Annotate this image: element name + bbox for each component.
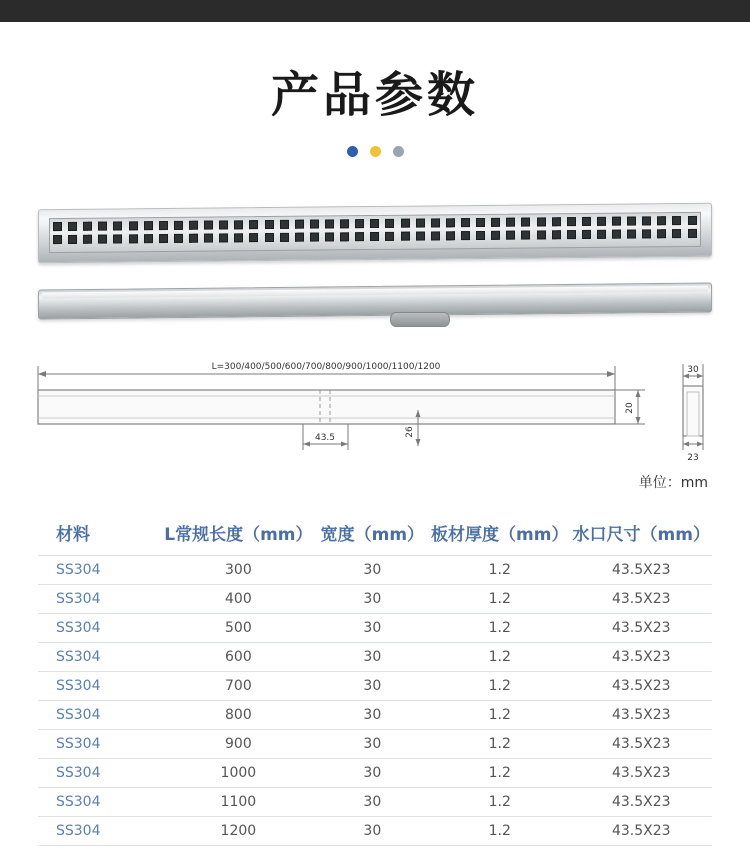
- grate-slot-row: [53, 216, 697, 231]
- cell-material: SS304: [38, 759, 161, 788]
- grate-slot: [325, 232, 334, 241]
- grate-slot: [416, 219, 425, 228]
- grate-slot: [672, 216, 681, 225]
- cell-length: 500: [161, 614, 316, 643]
- grate-slot: [189, 221, 198, 230]
- cell-length: 900: [161, 730, 316, 759]
- grate-slot: [98, 222, 107, 231]
- dimension-20-label: 20: [625, 402, 635, 414]
- grate-slot: [552, 217, 561, 226]
- dimension-length-label: L=300/400/500/600/700/800/900/1000/1100/1200: [211, 362, 441, 372]
- cell-length: 300: [161, 556, 316, 585]
- grate-slot: [204, 234, 213, 243]
- grate-slot: [476, 218, 485, 227]
- cell-material: SS304: [38, 788, 161, 817]
- table-row: [38, 701, 712, 730]
- grate-slot: [355, 232, 364, 241]
- grate-slot: [159, 221, 168, 230]
- grate-slot: [446, 231, 455, 240]
- grate-slot: [159, 234, 168, 243]
- grate-slot-panel: [49, 212, 701, 253]
- cell-length: 400: [161, 585, 316, 614]
- grate-slot: [280, 220, 289, 229]
- cell-thickness: 1.2: [429, 614, 571, 643]
- grate-slot: [370, 232, 379, 241]
- parameters-table-wrapper: [38, 514, 712, 846]
- table-row: [38, 788, 712, 817]
- cell-length: 1000: [161, 759, 316, 788]
- table-row: [38, 730, 712, 759]
- grate-slot: [144, 221, 153, 230]
- grate-slot: [340, 219, 349, 228]
- cell-thickness: 1.2: [429, 585, 571, 614]
- cell-thickness: 1.2: [429, 556, 571, 585]
- page-title: 产品参数: [270, 67, 479, 123]
- grate-slot: [642, 216, 651, 225]
- cell-width: 30: [316, 672, 429, 701]
- grate-slot: [174, 221, 183, 230]
- grate-slot: [567, 230, 576, 239]
- grate-slot: [446, 218, 455, 227]
- table-row: [38, 759, 712, 788]
- grate-slot: [325, 219, 334, 228]
- cell-width: 30: [316, 788, 429, 817]
- cell-length: 1200: [161, 817, 316, 846]
- dimension-26-label: 26: [405, 426, 415, 438]
- grate-slot: [113, 221, 122, 230]
- cell-material: SS304: [38, 614, 161, 643]
- dot-yellow-icon: [370, 146, 381, 157]
- cell-thickness: 1.2: [429, 672, 571, 701]
- product-grate-image: [38, 206, 710, 264]
- cell-width: 30: [316, 759, 429, 788]
- table-row: [38, 672, 712, 701]
- grate-slot: [401, 232, 410, 241]
- grate-slot: [385, 232, 394, 241]
- grate-slot: [476, 231, 485, 240]
- cell-thickness: 1.2: [429, 759, 571, 788]
- grate-slot: [657, 229, 666, 238]
- dimension-23-label: 23: [687, 453, 699, 463]
- grate-slot: [688, 216, 697, 225]
- table-row: [38, 585, 712, 614]
- table-header-length: L常规长度（mm）: [164, 525, 313, 545]
- grate-slot: [249, 233, 258, 242]
- cell-length: 1100: [161, 788, 316, 817]
- grate-slot: [688, 229, 697, 238]
- cell-material: SS304: [38, 701, 161, 730]
- grate-slot: [370, 219, 379, 228]
- grate-slot: [431, 218, 440, 227]
- table-header-material: 材料: [56, 525, 90, 545]
- unit-label: 单位：mm: [638, 475, 708, 491]
- grate-slot: [265, 220, 274, 229]
- cell-outlet: 43.5X23: [571, 788, 712, 817]
- grate-slot: [53, 222, 62, 231]
- grate-slot: [537, 230, 546, 239]
- grate-slot: [552, 230, 561, 239]
- grate-slot: [537, 217, 546, 226]
- side-body: [38, 282, 712, 319]
- table-row: [38, 556, 712, 585]
- cell-width: 30: [316, 585, 429, 614]
- grate-slot: [597, 230, 606, 239]
- cell-outlet: 43.5X23: [571, 556, 712, 585]
- grate-slot: [461, 231, 470, 240]
- grate-slot: [310, 233, 319, 242]
- cell-width: 30: [316, 643, 429, 672]
- cell-length: 600: [161, 643, 316, 672]
- grate-slot: [310, 220, 319, 229]
- grate-slot: [68, 235, 77, 244]
- grate-slot: [506, 231, 515, 240]
- cell-width: 30: [316, 701, 429, 730]
- cell-outlet: 43.5X23: [571, 759, 712, 788]
- grate-slot: [627, 229, 636, 238]
- table-row: [38, 817, 712, 846]
- cell-thickness: 1.2: [429, 730, 571, 759]
- cell-material: SS304: [38, 585, 161, 614]
- grate-slot: [612, 217, 621, 226]
- dot-blue-icon: [347, 146, 358, 157]
- cell-outlet: 43.5X23: [571, 643, 712, 672]
- cell-material: SS304: [38, 672, 161, 701]
- cell-length: 700: [161, 672, 316, 701]
- grate-slot: [265, 233, 274, 242]
- grate-slot: [83, 222, 92, 231]
- grate-slot: [234, 220, 243, 229]
- grate-slot: [642, 229, 651, 238]
- dimension-30-label: 30: [687, 365, 699, 375]
- grate-slot: [401, 219, 410, 228]
- grate-slot: [144, 234, 153, 243]
- grate-slot: [249, 220, 258, 229]
- table-header-thickness: 板材厚度（mm）: [431, 525, 569, 545]
- cell-outlet: 43.5X23: [571, 817, 712, 846]
- cell-width: 30: [316, 730, 429, 759]
- grate-slot: [98, 235, 107, 244]
- cell-thickness: 1.2: [429, 701, 571, 730]
- table-row: [38, 614, 712, 643]
- grate-slot: [189, 234, 198, 243]
- cell-material: SS304: [38, 643, 161, 672]
- grate-slot: [295, 233, 304, 242]
- cell-width: 30: [316, 556, 429, 585]
- grate-slot: [431, 231, 440, 240]
- table-header-row: [38, 514, 712, 556]
- grate-slot: [113, 234, 122, 243]
- dot-gray-icon: [393, 146, 404, 157]
- cell-outlet: 43.5X23: [571, 614, 712, 643]
- grate-slot: [280, 233, 289, 242]
- grate-slot: [491, 218, 500, 227]
- grate-slot: [340, 232, 349, 241]
- cell-material: SS304: [38, 730, 161, 759]
- grate-slot: [234, 233, 243, 242]
- grate-slot: [582, 217, 591, 226]
- grate-slot: [68, 222, 77, 231]
- grate-slot: [355, 219, 364, 228]
- table-row: [38, 643, 712, 672]
- grate-slot: [385, 219, 394, 228]
- grate-slot: [582, 230, 591, 239]
- grate-slot: [295, 220, 304, 229]
- grate-slot: [204, 221, 213, 230]
- cell-thickness: 1.2: [429, 643, 571, 672]
- cell-length: 800: [161, 701, 316, 730]
- grate-slot: [627, 216, 636, 225]
- technical-drawing: [0, 352, 750, 470]
- grate-slot: [416, 232, 425, 241]
- product-side-image: [38, 282, 710, 328]
- cell-outlet: 43.5X23: [571, 672, 712, 701]
- grate-slot: [521, 231, 530, 240]
- grate-body: [38, 203, 712, 263]
- cell-outlet: 43.5X23: [571, 585, 712, 614]
- parameters-table: [38, 514, 712, 846]
- grate-slot: [83, 235, 92, 244]
- dimension-43-5-label: 43.5: [314, 433, 336, 443]
- grate-slot: [567, 217, 576, 226]
- grate-slot: [672, 229, 681, 238]
- grate-slot: [506, 218, 515, 227]
- cell-material: SS304: [38, 817, 161, 846]
- grate-slot: [174, 234, 183, 243]
- cell-material: SS304: [38, 556, 161, 585]
- grate-slot: [219, 220, 228, 229]
- cell-thickness: 1.2: [429, 788, 571, 817]
- grate-slot: [521, 218, 530, 227]
- table-header-width: 宽度（mm）: [320, 525, 425, 545]
- grate-slot: [129, 221, 138, 230]
- cell-outlet: 43.5X23: [571, 730, 712, 759]
- table-header-outlet: 水口尺寸（mm）: [572, 525, 710, 545]
- drain-outlet: [390, 312, 450, 327]
- cell-thickness: 1.2: [429, 817, 571, 846]
- cell-width: 30: [316, 817, 429, 846]
- grate-slot: [612, 230, 621, 239]
- cell-outlet: 43.5X23: [571, 701, 712, 730]
- grate-slot: [219, 233, 228, 242]
- cell-width: 30: [316, 614, 429, 643]
- decorative-dots: [0, 146, 750, 157]
- grate-slot: [129, 234, 138, 243]
- grate-slot: [597, 217, 606, 226]
- grate-slot: [53, 235, 62, 244]
- table-body: [38, 556, 712, 846]
- grate-slot: [461, 218, 470, 227]
- grate-slot-row: [53, 229, 697, 244]
- side-top-edge: [42, 286, 708, 299]
- top-bar: [0, 0, 750, 22]
- grate-slot: [491, 231, 500, 240]
- grate-slot: [657, 216, 666, 225]
